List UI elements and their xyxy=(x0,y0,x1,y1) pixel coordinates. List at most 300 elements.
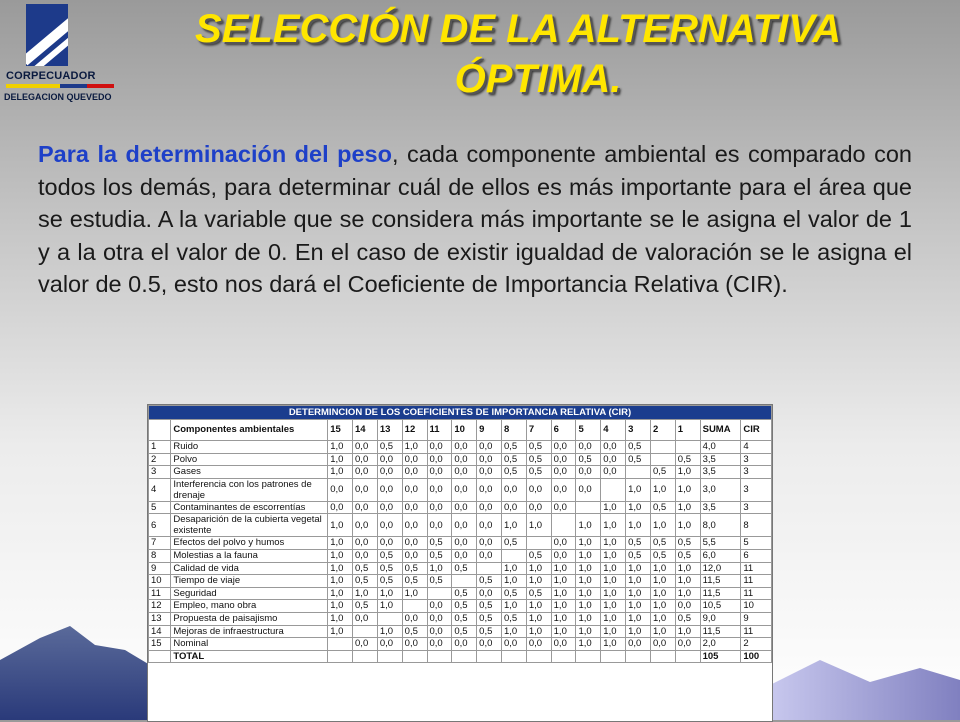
table-cell: 1,0 xyxy=(675,562,700,575)
component-name-cell: Interferencia con los patrones de drenaje xyxy=(171,478,328,501)
table-cell: 2,0 xyxy=(700,638,741,651)
table-cell: 0,5 xyxy=(626,441,651,454)
table-cell: 1,0 xyxy=(576,549,601,562)
table-cell: 1,0 xyxy=(626,478,651,501)
column-header: 1 xyxy=(675,420,700,441)
table-cell xyxy=(650,650,675,663)
column-header: 15 xyxy=(328,420,353,441)
title-line-2: ÓPTIMA. xyxy=(454,57,622,101)
table-cell xyxy=(501,549,526,562)
column-header: 2 xyxy=(650,420,675,441)
table-cell: 9 xyxy=(149,562,171,575)
table-cell: 1,0 xyxy=(675,501,700,514)
table-cell: 0,5 xyxy=(675,537,700,550)
column-header: 14 xyxy=(353,420,378,441)
table-cell: 1,0 xyxy=(551,587,576,600)
table-cell: 0,0 xyxy=(328,501,353,514)
table-cell: 1,0 xyxy=(551,575,576,588)
table-cell: 1,0 xyxy=(328,466,353,479)
table-cell: 0,5 xyxy=(626,549,651,562)
table-cell: 0,0 xyxy=(551,501,576,514)
table-cell: 1,0 xyxy=(576,514,601,537)
table-cell: 1,0 xyxy=(626,625,651,638)
column-header: 8 xyxy=(501,420,526,441)
component-name-cell: Contaminantes de escorrentías xyxy=(171,501,328,514)
table-cell xyxy=(576,650,601,663)
table-cell: 0,0 xyxy=(526,501,551,514)
table-cell: 0,0 xyxy=(477,501,502,514)
column-header: 4 xyxy=(601,420,626,441)
table-cell xyxy=(526,537,551,550)
table-cell: 0,5 xyxy=(501,612,526,625)
table-cell: 0,0 xyxy=(328,478,353,501)
table-cell: 0,5 xyxy=(501,587,526,600)
cir-table xyxy=(148,405,772,663)
table-cell: 1,0 xyxy=(427,562,452,575)
table-cell xyxy=(501,650,526,663)
table-cell: 1,0 xyxy=(675,587,700,600)
column-header: 10 xyxy=(452,420,477,441)
table-cell: 0,0 xyxy=(675,638,700,651)
table-cell: 1,0 xyxy=(501,575,526,588)
table-cell: 0,0 xyxy=(402,638,427,651)
table-cell: 1,0 xyxy=(551,612,576,625)
table-cell: 0,5 xyxy=(353,575,378,588)
table-cell xyxy=(149,650,171,663)
table-cell: 0,0 xyxy=(551,638,576,651)
table-cell: 11 xyxy=(741,575,772,588)
table-cell: 4 xyxy=(741,441,772,454)
table-cell: 0,0 xyxy=(353,441,378,454)
table-cell: 1,0 xyxy=(601,638,626,651)
component-name-cell: Molestias a la fauna xyxy=(171,549,328,562)
column-header: 13 xyxy=(377,420,402,441)
table-cell: 0,5 xyxy=(650,501,675,514)
table-cell: 0,0 xyxy=(377,466,402,479)
table-cell: 0,0 xyxy=(377,501,402,514)
table-cell: 0,0 xyxy=(477,537,502,550)
corpecuador-logo xyxy=(4,4,116,104)
table-cell xyxy=(551,650,576,663)
column-header: 3 xyxy=(626,420,651,441)
table-cell: 0,0 xyxy=(526,638,551,651)
column-header xyxy=(149,420,171,441)
column-header: 6 xyxy=(551,420,576,441)
table-cell: 11,5 xyxy=(700,587,741,600)
table-cell: 0,5 xyxy=(353,600,378,613)
table-cell xyxy=(402,600,427,613)
table-cell xyxy=(328,638,353,651)
table-cell: 3,5 xyxy=(700,453,741,466)
table-cell: 0,0 xyxy=(353,612,378,625)
table-cell: 3,0 xyxy=(700,478,741,501)
table-cell: 0,0 xyxy=(477,441,502,454)
component-name-cell: Gases xyxy=(171,466,328,479)
table-cell: 0,0 xyxy=(452,478,477,501)
table-cell xyxy=(675,441,700,454)
table-cell: 0,0 xyxy=(551,549,576,562)
table-caption: DETERMINCION DE LOS COEFICIENTES DE IMPORTANCIA RELATIVA (CIR) xyxy=(149,406,772,420)
table-cell: 1,0 xyxy=(650,478,675,501)
table-cell xyxy=(675,650,700,663)
table-cell: 0,0 xyxy=(650,638,675,651)
table-cell: 1,0 xyxy=(328,625,353,638)
table-cell: 0,5 xyxy=(427,549,452,562)
table-cell: 1,0 xyxy=(551,625,576,638)
table-cell: 0,0 xyxy=(601,466,626,479)
table-cell: 11 xyxy=(741,562,772,575)
table-cell: 3 xyxy=(741,501,772,514)
table-row xyxy=(149,453,772,466)
table-cell: 0,5 xyxy=(452,625,477,638)
table-cell: 11,5 xyxy=(700,575,741,588)
table-cell: 3 xyxy=(741,478,772,501)
table-cell: 7 xyxy=(149,537,171,550)
table-cell: 0,0 xyxy=(377,537,402,550)
table-cell: 0,0 xyxy=(452,537,477,550)
table-cell: 1,0 xyxy=(601,562,626,575)
table-cell: 1,0 xyxy=(526,600,551,613)
table-cell xyxy=(377,650,402,663)
table-cell: 1,0 xyxy=(650,612,675,625)
table-cell: 15 xyxy=(149,638,171,651)
paragraph-highlight: Para la determinación del peso xyxy=(38,141,392,167)
table-cell: 10 xyxy=(149,575,171,588)
table-cell: 1,0 xyxy=(328,514,353,537)
table-cell: 0,0 xyxy=(452,441,477,454)
table-cell: 1,0 xyxy=(526,612,551,625)
table-cell: 8 xyxy=(741,514,772,537)
table-cell: 1,0 xyxy=(650,625,675,638)
table-cell xyxy=(626,466,651,479)
table-cell: 0,0 xyxy=(452,501,477,514)
component-name-cell: Calidad de vida xyxy=(171,562,328,575)
table-cell: 1,0 xyxy=(576,612,601,625)
table-cell: 1,0 xyxy=(601,549,626,562)
table-cell: 0,5 xyxy=(402,625,427,638)
table-cell: 0,0 xyxy=(402,453,427,466)
table-cell: 0,0 xyxy=(452,638,477,651)
table-cell: 8,0 xyxy=(700,514,741,537)
table-cell: 1,0 xyxy=(650,587,675,600)
table-cell: 1,0 xyxy=(601,575,626,588)
table-cell: 0,5 xyxy=(377,562,402,575)
table-cell: 0,5 xyxy=(526,453,551,466)
table-cell: 9,0 xyxy=(700,612,741,625)
table-cell: 1,0 xyxy=(576,575,601,588)
table-cell: 0,0 xyxy=(377,514,402,537)
table-cell: 5,5 xyxy=(700,537,741,550)
table-cell: 0,0 xyxy=(402,612,427,625)
table-cell: 0,5 xyxy=(353,562,378,575)
table-cell: 1,0 xyxy=(501,514,526,537)
table-cell xyxy=(452,650,477,663)
table-cell: 0,5 xyxy=(501,466,526,479)
table-cell: 4 xyxy=(149,478,171,501)
table-cell: 0,0 xyxy=(551,537,576,550)
table-cell: 0,0 xyxy=(402,466,427,479)
table-cell: 0,0 xyxy=(501,638,526,651)
table-cell: 0,0 xyxy=(402,537,427,550)
table-cell: 0,5 xyxy=(402,575,427,588)
table-cell: 1,0 xyxy=(328,575,353,588)
table-cell: 1,0 xyxy=(626,600,651,613)
table-cell xyxy=(377,612,402,625)
table-cell: 1,0 xyxy=(576,600,601,613)
table-cell: 0,5 xyxy=(452,612,477,625)
table-cell: 1,0 xyxy=(576,625,601,638)
table-cell: 0,5 xyxy=(452,562,477,575)
table-cell: 0,0 xyxy=(501,501,526,514)
table-cell: 1,0 xyxy=(626,575,651,588)
table-cell: 1,0 xyxy=(675,625,700,638)
table-row xyxy=(149,575,772,588)
logo-flag xyxy=(6,84,114,88)
table-cell: 3 xyxy=(741,453,772,466)
table-row xyxy=(149,600,772,613)
table-cell: 0,0 xyxy=(427,441,452,454)
table-cell: 3 xyxy=(149,466,171,479)
table-cell: 0,0 xyxy=(427,466,452,479)
table-cell: 0,5 xyxy=(427,537,452,550)
table-cell: 0,0 xyxy=(353,638,378,651)
column-header: SUMA xyxy=(700,420,741,441)
table-cell xyxy=(626,650,651,663)
table-cell xyxy=(402,650,427,663)
table-cell: 0,5 xyxy=(377,441,402,454)
table-cell: 1,0 xyxy=(551,600,576,613)
table-cell: 0,0 xyxy=(402,549,427,562)
table-cell: 13 xyxy=(149,612,171,625)
table-cell: 2 xyxy=(149,453,171,466)
table-cell: 0,5 xyxy=(377,549,402,562)
table-row xyxy=(149,466,772,479)
table-cell: 12,0 xyxy=(700,562,741,575)
table-cell xyxy=(601,650,626,663)
table-cell: 0,0 xyxy=(526,478,551,501)
paragraph-text: , cada componente ambiental es comparado con todos los demás, para determinar cuál de ellos es más importante para el área que se estudia. A la variable que se considera más importante se le asigna el valor de 1 y a la otra el valor de 0. En el caso de existir igualdad de valoración se le asigna el valor de 0.5, esto nos dará el Coeficiente de Importancia Relativa (CIR). xyxy=(38,141,912,297)
table-cell: 1,0 xyxy=(650,562,675,575)
table-cell: 1,0 xyxy=(626,612,651,625)
table-cell: 0,0 xyxy=(601,453,626,466)
table-cell xyxy=(328,650,353,663)
table-cell: 1,0 xyxy=(353,587,378,600)
table-cell: 0,0 xyxy=(477,453,502,466)
table-cell: 0,5 xyxy=(650,537,675,550)
table-cell: 0,5 xyxy=(526,587,551,600)
table-cell: 1,0 xyxy=(328,562,353,575)
table-cell: 0,5 xyxy=(650,549,675,562)
title-line-1: SELECCIÓN DE LA ALTERNATIVA xyxy=(195,7,841,51)
column-header: 9 xyxy=(477,420,502,441)
table-cell: 0,0 xyxy=(427,600,452,613)
table-cell: 10 xyxy=(741,600,772,613)
table-cell: 0,0 xyxy=(675,600,700,613)
table-cell: 0,0 xyxy=(377,453,402,466)
column-header: 7 xyxy=(526,420,551,441)
component-name-cell: Efectos del polvo y humos xyxy=(171,537,328,550)
column-header: 5 xyxy=(576,420,601,441)
table-cell: 0,0 xyxy=(576,466,601,479)
table-cell: 10,5 xyxy=(700,600,741,613)
component-name-cell: Ruido xyxy=(171,441,328,454)
table-cell: 9 xyxy=(741,612,772,625)
table-cell xyxy=(353,650,378,663)
table-cell: 1,0 xyxy=(328,600,353,613)
table-cell: 1,0 xyxy=(650,600,675,613)
table-cell xyxy=(427,587,452,600)
table-row xyxy=(149,537,772,550)
table-cell: 1,0 xyxy=(377,625,402,638)
table-cell xyxy=(650,453,675,466)
table-cell: 0,5 xyxy=(675,549,700,562)
table-cell: 0,0 xyxy=(477,587,502,600)
table-cell: 1,0 xyxy=(402,587,427,600)
table-cell: 1,0 xyxy=(501,600,526,613)
table-row xyxy=(149,612,772,625)
table-cell xyxy=(477,650,502,663)
table-cell: 3,5 xyxy=(700,466,741,479)
table-cell xyxy=(526,650,551,663)
table-cell xyxy=(427,650,452,663)
logo-subtitle: DELEGACION QUEVEDO xyxy=(4,92,112,102)
table-cell: 0,5 xyxy=(501,453,526,466)
table-cell: 1,0 xyxy=(501,625,526,638)
table-cell: 0,0 xyxy=(402,478,427,501)
table-cell: 0,5 xyxy=(477,600,502,613)
table-cell: 0,5 xyxy=(477,575,502,588)
table-cell: 1,0 xyxy=(328,453,353,466)
table-cell: 1,0 xyxy=(601,600,626,613)
total-suma: 105 xyxy=(700,650,741,663)
table-cell: 0,5 xyxy=(452,600,477,613)
table-cell: 1,0 xyxy=(377,600,402,613)
table-cell: 1,0 xyxy=(551,562,576,575)
column-header: CIR xyxy=(741,420,772,441)
table-cell: 0,0 xyxy=(427,625,452,638)
table-cell: 0,0 xyxy=(427,501,452,514)
table-cell: 1,0 xyxy=(626,514,651,537)
component-name-cell: Mejoras de infraestructura xyxy=(171,625,328,638)
table-cell: 0,0 xyxy=(427,478,452,501)
table-cell: 0,0 xyxy=(353,453,378,466)
table-cell: 0,5 xyxy=(452,587,477,600)
body-paragraph xyxy=(38,138,912,301)
table-cell: 11 xyxy=(741,625,772,638)
table-cell: 1,0 xyxy=(501,562,526,575)
table-cell: 0,5 xyxy=(501,537,526,550)
table-cell: 1,0 xyxy=(576,537,601,550)
table-cell: 1,0 xyxy=(675,575,700,588)
table-cell: 1,0 xyxy=(576,562,601,575)
table-cell: 0,0 xyxy=(377,638,402,651)
table-cell xyxy=(551,514,576,537)
table-cell: 0,5 xyxy=(377,575,402,588)
table-cell: 14 xyxy=(149,625,171,638)
table-cell: 5 xyxy=(741,537,772,550)
table-cell: 0,0 xyxy=(501,478,526,501)
cir-table-container xyxy=(147,404,773,722)
table-cell: 1,0 xyxy=(328,587,353,600)
table-cell: 2 xyxy=(741,638,772,651)
table-cell: 1,0 xyxy=(526,575,551,588)
table-cell: 0,0 xyxy=(551,478,576,501)
table-cell: 0,5 xyxy=(501,441,526,454)
table-cell: 0,0 xyxy=(427,612,452,625)
table-cell: 1,0 xyxy=(626,562,651,575)
table-cell: 6 xyxy=(741,549,772,562)
table-cell: 6 xyxy=(149,514,171,537)
component-name-cell: Empleo, mano obra xyxy=(171,600,328,613)
table-cell: 1,0 xyxy=(601,625,626,638)
component-name-cell: Nominal xyxy=(171,638,328,651)
table-cell: 1,0 xyxy=(626,501,651,514)
table-cell: 0,5 xyxy=(626,537,651,550)
table-cell: 4,0 xyxy=(700,441,741,454)
table-cell: 0,0 xyxy=(353,501,378,514)
table-cell: 1,0 xyxy=(601,587,626,600)
table-cell: 3,5 xyxy=(700,501,741,514)
column-header: 11 xyxy=(427,420,452,441)
logo-name: CORPECUADOR xyxy=(6,70,96,82)
table-cell: 5 xyxy=(149,501,171,514)
table-cell: 1,0 xyxy=(328,612,353,625)
table-cell: 1,0 xyxy=(377,587,402,600)
table-cell: 1,0 xyxy=(576,587,601,600)
table-cell: 0,5 xyxy=(427,575,452,588)
component-name-cell: Propuesta de paisajismo xyxy=(171,612,328,625)
table-cell: 0,0 xyxy=(402,514,427,537)
component-name-cell: Polvo xyxy=(171,453,328,466)
table-cell: 0,0 xyxy=(551,441,576,454)
table-cell: 8 xyxy=(149,549,171,562)
table-cell: 0,0 xyxy=(551,453,576,466)
table-cell: 0,5 xyxy=(402,562,427,575)
table-row xyxy=(149,514,772,537)
table-cell: 1,0 xyxy=(601,612,626,625)
table-cell: 1,0 xyxy=(601,501,626,514)
total-label: TOTAL xyxy=(171,650,328,663)
table-cell xyxy=(477,562,502,575)
total-cir: 100 xyxy=(741,650,772,663)
table-cell: 0,0 xyxy=(576,478,601,501)
table-cell: 0,0 xyxy=(551,466,576,479)
table-cell: 1,0 xyxy=(650,514,675,537)
table-row xyxy=(149,501,772,514)
table-cell: 1,0 xyxy=(402,441,427,454)
table-cell: 0,5 xyxy=(526,466,551,479)
table-row xyxy=(149,478,772,501)
total-row xyxy=(149,650,772,663)
column-header: 12 xyxy=(402,420,427,441)
table-cell: 0,0 xyxy=(377,478,402,501)
table-cell: 0,0 xyxy=(353,478,378,501)
table-cell: 1,0 xyxy=(675,478,700,501)
table-cell: 0,0 xyxy=(626,638,651,651)
table-cell: 0,0 xyxy=(427,514,452,537)
table-cell: 6,0 xyxy=(700,549,741,562)
table-cell: 1,0 xyxy=(328,537,353,550)
table-cell: 0,0 xyxy=(402,501,427,514)
table-cell: 0,0 xyxy=(576,441,601,454)
table-cell: 0,5 xyxy=(650,466,675,479)
table-cell: 1,0 xyxy=(626,587,651,600)
table-cell: 0,5 xyxy=(526,549,551,562)
table-cell: 1,0 xyxy=(675,514,700,537)
table-row xyxy=(149,587,772,600)
table-cell: 11 xyxy=(741,587,772,600)
table-cell: 0,0 xyxy=(452,549,477,562)
